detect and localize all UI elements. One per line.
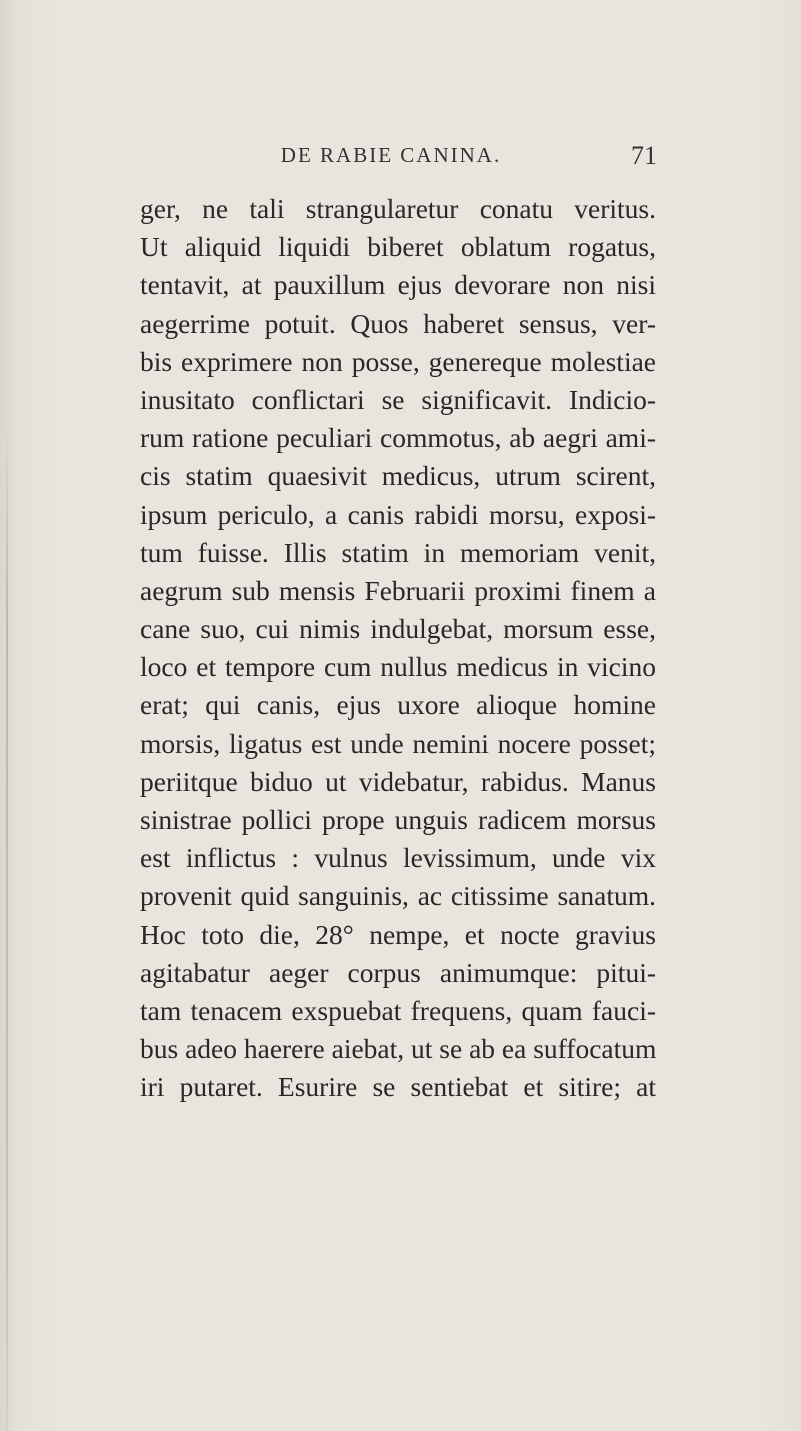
page-header	[0, 143, 801, 177]
text-line: bis exprimere non posse, genereque molestiae	[140, 345, 656, 377]
body-text	[140, 190, 656, 1107]
text-line: tentavit, at pauxillum ejus devorare non nisi	[140, 269, 656, 301]
text-line: est inflictus : vulnus levissimum, unde vix	[140, 842, 656, 874]
text-line: erat; qui canis, ejus uxore alioque homine	[140, 689, 656, 721]
page-gutter-shadow	[6, 420, 8, 1431]
text-line: tum fuisse. Illis statim in memoriam venit,	[140, 536, 656, 568]
text-line: sinistrae pollici prope unguis radicem morsus	[140, 804, 656, 835]
text-line: tam tenacem exspuebat frequens, quam fauci-	[140, 994, 656, 1026]
text-line: inusitato conflictari se significavit. Indicio-	[140, 383, 656, 415]
text-line: Ut aliquid liquidi biberet oblatum rogatus,	[140, 231, 656, 263]
text-line: ger, ne tali strangularetur conatu veritus.	[140, 193, 656, 224]
text-line: loco et tempore cum nullus medicus in vicino	[140, 651, 656, 683]
running-title: DE RABIE CANINA.	[280, 143, 502, 167]
text-line: morsis, ligatus est unde nemini nocere posset;	[140, 727, 656, 759]
text-line: periitque biduo ut videbatur, rabidus. Manus	[140, 765, 656, 797]
text-line: provenit quid sanguinis, ac citissime sanatum.	[140, 880, 656, 912]
text-line: rum ratione peculiari commotus, ab aegri ami-	[140, 422, 656, 454]
text-line: iri putaret. Esurire se sentiebat et sitire; at	[140, 1071, 656, 1103]
text-line: bus adeo haerere aiebat, ut se ab ea suffocatum	[140, 1033, 657, 1065]
text-line: cis statim quaesivit medicus, utrum scirent,	[140, 460, 656, 492]
text-line: Hoc toto die, 28° nempe, et nocte gravius	[140, 918, 656, 950]
text-line: aegerrime potuit. Quos haberet sensus, ver-	[140, 307, 656, 339]
text-line: agitabatur aeger corpus animumque: pitui-	[140, 956, 656, 988]
text-line: ipsum periculo, a canis rabidi morsu, exposi-	[140, 498, 656, 530]
text-line: cane suo, cui nimis indulgebat, morsum esse,	[140, 613, 656, 645]
page-number: 71	[631, 141, 657, 170]
text-line: aegrum sub mensis Februarii proximi finem a	[140, 574, 656, 606]
